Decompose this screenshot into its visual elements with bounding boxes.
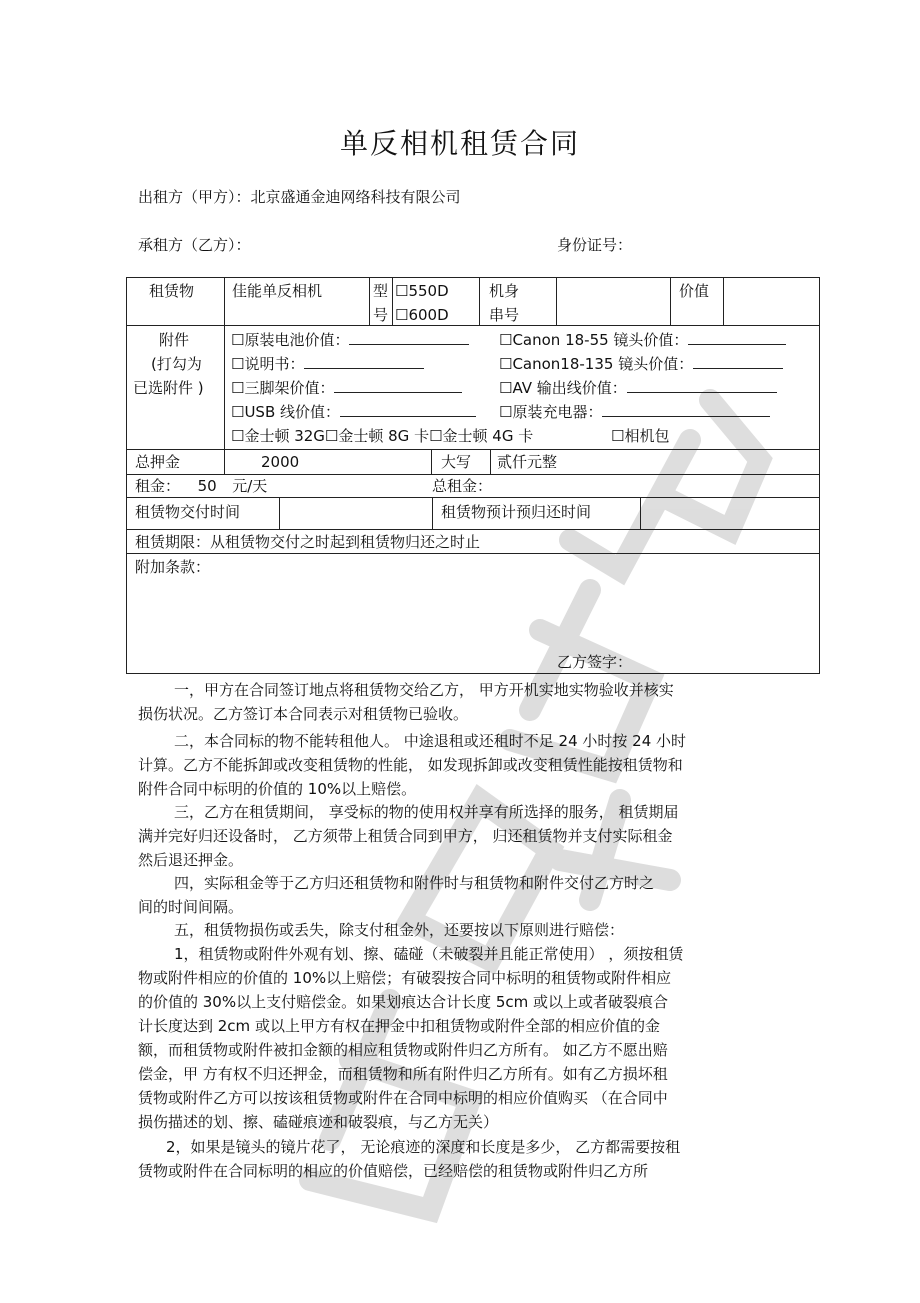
accessory-av-cable-label: ☐AV 输出线价值： xyxy=(499,379,627,397)
signature-label: 乙方签字： xyxy=(557,653,633,671)
accessory-charger-label: ☐原装充电器： xyxy=(499,403,603,421)
clause-line: 计长度达到 2cm 或以上甲方有权在押金中扣租赁物或附件全部的相应价值的金 xyxy=(138,1017,660,1035)
rent-value: 50 xyxy=(197,477,217,495)
rental-item-value: 佳能单反相机 xyxy=(232,282,323,300)
clause-line: 满并完好归还设备时， 乙方须带上租赁合同到甲方， 归还租赁物并支付实际租金 xyxy=(138,827,673,845)
clause-line: 赁物或附件乙方可以按该租赁物或附件在合同中标明的相应价值购买 （在合同中 xyxy=(138,1089,668,1107)
accessories-label-2: (打勾为 xyxy=(151,355,202,373)
clause-3 xyxy=(138,800,778,872)
clause-5-item-1 xyxy=(138,942,778,1134)
clause-line: 2，如果是镜头的镜片花了， 无论痕迹的深度和长度是多少， 乙方都需要按租 xyxy=(166,1138,681,1156)
lessor-label: 出租方（甲方）： xyxy=(138,188,251,206)
deposit-upper-label: 大写 xyxy=(441,453,472,471)
lessor-value: 北京盛通金迪网络科技有限公司 xyxy=(250,188,461,206)
accessory-tripod[interactable] xyxy=(231,376,462,400)
serial-label-2: 串号 xyxy=(489,306,520,324)
accessory-usb-cable-label: ☐USB 线价值： xyxy=(231,403,341,421)
page-title: 单反相机租赁合同 xyxy=(339,127,580,160)
accessory-camera-bag[interactable]: ☐相机包 xyxy=(611,427,670,445)
accessory-lens-18-55-label: ☐Canon 18-55 镜头价值： xyxy=(499,331,689,349)
id-number-label: 身份证号： xyxy=(557,236,633,254)
rental-period: 租赁期限：从租赁物交付之时起到租赁物归还之时止 xyxy=(135,533,481,551)
clause-1 xyxy=(138,678,778,726)
model-option-600d[interactable]: ☐600D xyxy=(395,306,449,324)
clause-5 xyxy=(138,918,778,942)
clause-line: 1，租赁物或附件外观有划、擦、磕碰（未破裂并且能正常使用） ，须按租赁 xyxy=(174,945,684,963)
model-label-1: 型 xyxy=(373,282,389,300)
rent-line xyxy=(135,474,267,498)
clause-line: 偿金，甲 方有权不归还押金，而租赁物和所有附件归乙方所有。如有乙方损坏租 xyxy=(138,1065,668,1083)
clause-line: 附件合同中标明的价值的 10%以上赔偿。 xyxy=(138,780,417,798)
accessory-usb-cable[interactable] xyxy=(231,400,476,424)
return-time-label: 租赁物预计预归还时间 xyxy=(441,503,592,521)
rent-unit: 元/天 xyxy=(232,477,268,495)
clause-5-item-2 xyxy=(138,1135,778,1183)
model-label-2: 号 xyxy=(373,306,389,324)
clause-line: 赁物或附件在合同标明的相应的价值赔偿，已经赔偿的租赁物或附件归乙方所 xyxy=(138,1162,649,1180)
clause-line: 然后退还押金。 xyxy=(138,851,244,869)
accessory-battery[interactable] xyxy=(231,328,469,352)
accessory-memory-cards[interactable]: ☐金士顿 32G☐金士顿 8G 卡☐金士顿 4G 卡 xyxy=(231,427,534,445)
accessory-manual[interactable] xyxy=(231,352,424,376)
accessory-manual-label: ☐说明书： xyxy=(231,355,305,373)
clause-line: 一，甲方在合同签订地点将租赁物交给乙方， 甲方开机实地实物验收并核实 xyxy=(174,681,674,699)
clause-line: 间的时间间隔。 xyxy=(138,898,244,916)
clause-2 xyxy=(138,729,778,801)
lessee-label: 承租方（乙方）： xyxy=(138,236,251,254)
deposit-value: 2000 xyxy=(261,453,300,471)
contract-table xyxy=(126,277,820,674)
accessory-lens-18-55[interactable] xyxy=(499,328,786,352)
accessory-tripod-label: ☐三脚架价值： xyxy=(231,379,335,397)
accessory-lens-18-135-label: ☐Canon18-135 镜头价值： xyxy=(499,355,694,373)
accessories-label-1: 附件 xyxy=(159,331,190,349)
deposit-label: 总押金 xyxy=(135,453,181,471)
clause-line: 二，本合同标的物不能转租他人。 中途退租或还租时不足 24 小时按 24 小时 xyxy=(174,732,687,750)
model-option-550d[interactable]: ☐550D xyxy=(395,282,449,300)
deposit-upper-value: 贰仟元整 xyxy=(497,453,558,471)
clause-line: 损伤状况。乙方签订本合同表示对租赁物已验收。 xyxy=(138,705,469,723)
clause-line: 计算。乙方不能拆卸或改变租赁物的性能， 如发现拆卸或改变租赁性能按租赁物和 xyxy=(138,756,683,774)
clause-line: 物或附件相应的价值的 10%以上赔偿；有破裂按合同中标明的租赁物或附件相应 xyxy=(138,969,672,987)
clause-line: 四，实际租金等于乙方归还租赁物和附件时与租赁物和附件交付乙方时之 xyxy=(174,874,655,892)
accessory-battery-label: ☐原装电池价值： xyxy=(231,331,350,349)
total-rent-label: 总租金： xyxy=(432,477,493,495)
clause-line: 三，乙方在租赁期间， 享受标的物的使用权并享有所选择的服务， 租赁期届 xyxy=(174,803,679,821)
accessory-av-cable[interactable] xyxy=(499,376,777,400)
accessory-lens-18-135[interactable] xyxy=(499,352,783,376)
rental-item-label: 租赁物 xyxy=(149,282,195,300)
accessories-label-3: 已选附件 ) xyxy=(133,379,204,397)
clause-line: 的价值的 30%以上支付赔偿金。如果划痕达合计长度 5cm 或以上或者破裂痕合 xyxy=(138,993,669,1011)
serial-label-1: 机身 xyxy=(489,282,520,300)
clause-line: 五，租赁物损伤或丢失，除支付租金外，还要按以下原则进行赔偿： xyxy=(174,921,625,939)
extra-terms-label: 附加条款： xyxy=(135,558,211,576)
accessory-charger[interactable] xyxy=(499,400,770,424)
delivery-time-label: 租赁物交付时间 xyxy=(135,503,241,521)
clause-line: 额，而租赁物或附件被扣金额的相应租赁物或附件归乙方所有。 如乙方不愿出赔 xyxy=(138,1041,668,1059)
clause-line: 损伤描述的划、擦、磕碰痕迹和破裂痕，与乙方无关） xyxy=(138,1113,499,1131)
value-label: 价值 xyxy=(679,282,710,300)
lessor-line xyxy=(138,186,461,207)
rent-label: 租金： xyxy=(135,477,181,495)
clause-4 xyxy=(138,871,778,919)
